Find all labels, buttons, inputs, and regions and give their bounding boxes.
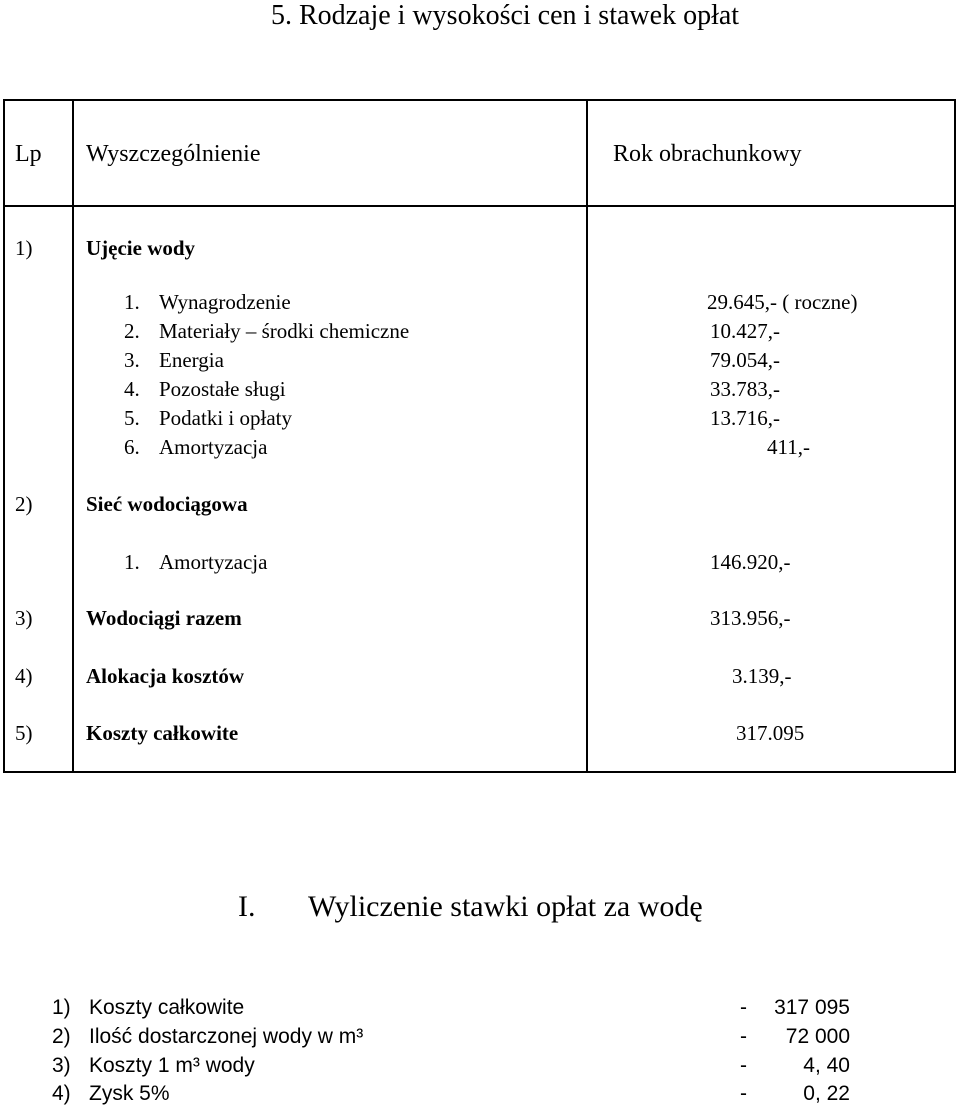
list-label: Koszty 1 m³ wody <box>89 1054 255 1077</box>
header-desc: Wyszczególnienie <box>86 141 261 167</box>
item-label: Amortyzacja <box>159 435 268 459</box>
item-number: 1. <box>124 550 140 574</box>
list-number: 1) <box>52 996 71 1019</box>
item-number: 3. <box>124 348 140 372</box>
item-number: 2. <box>124 319 140 343</box>
section-label: Koszty całkowite <box>86 721 239 745</box>
section-heading-number: I. <box>238 890 256 923</box>
list-dash: - <box>740 1025 747 1048</box>
list-number: 2) <box>52 1025 71 1048</box>
item-value: 79.054,- <box>710 348 780 372</box>
item-label: Amortyzacja <box>159 550 268 574</box>
header-year: Rok obrachunkowy <box>613 141 802 167</box>
section-number: 3) <box>15 606 33 630</box>
list-dash: - <box>740 1054 747 1077</box>
list-dash: - <box>740 1082 747 1105</box>
list-number: 3) <box>52 1054 71 1077</box>
section-heading: Wyliczenie stawki opłat za wodę <box>308 890 703 923</box>
list-number: 4) <box>52 1082 71 1105</box>
table-header-divider <box>5 205 954 207</box>
header-lp: Lp <box>15 141 42 167</box>
list-value: 72 000 <box>785 1025 850 1048</box>
item-value: 411,- <box>767 435 810 459</box>
item-value: 10.427,- <box>710 319 780 343</box>
item-value: 13.716,- <box>710 406 780 430</box>
section-label: Alokacja kosztów <box>86 664 245 688</box>
section-number: 2) <box>15 492 33 516</box>
list-value: 4, 40 <box>803 1054 850 1077</box>
table-divider <box>586 101 588 771</box>
item-number: 5. <box>124 406 140 430</box>
item-number: 1. <box>124 290 140 314</box>
item-label: Podatki i opłaty <box>159 406 292 430</box>
list-label: Zysk 5% <box>89 1082 170 1105</box>
item-label: Pozostałe sługi <box>159 377 286 401</box>
section-label: Ujęcie wody <box>86 236 196 260</box>
list-dash: - <box>740 996 747 1019</box>
list-value: 0, 22 <box>803 1082 850 1105</box>
section-value: 317.095 <box>736 721 805 745</box>
list-label: Koszty całkowite <box>89 996 245 1019</box>
item-value: 33.783,- <box>710 377 780 401</box>
section-value: 313.956,- <box>710 606 791 630</box>
item-number: 6. <box>124 435 140 459</box>
list-label: Ilość dostarczonej wody w m³ <box>89 1025 364 1048</box>
page-title: 5. Rodzaje i wysokości cen i stawek opłat <box>270 0 740 31</box>
item-value: 29.645,- ( roczne) <box>707 290 858 314</box>
item-label: Wynagrodzenie <box>159 290 291 314</box>
section-number: 4) <box>15 664 33 688</box>
item-label: Energia <box>159 348 224 372</box>
item-label: Materiały – środki chemiczne <box>159 319 410 343</box>
section-value: 3.139,- <box>732 664 792 688</box>
item-number: 4. <box>124 377 140 401</box>
item-value: 146.920,- <box>710 550 791 574</box>
section-label: Wodociągi razem <box>86 606 242 630</box>
table-divider <box>72 101 74 771</box>
section-number: 1) <box>15 236 33 260</box>
list-value: 317 095 <box>774 996 850 1019</box>
section-number: 5) <box>15 721 33 745</box>
section-label: Sieć wodociągowa <box>86 492 248 516</box>
